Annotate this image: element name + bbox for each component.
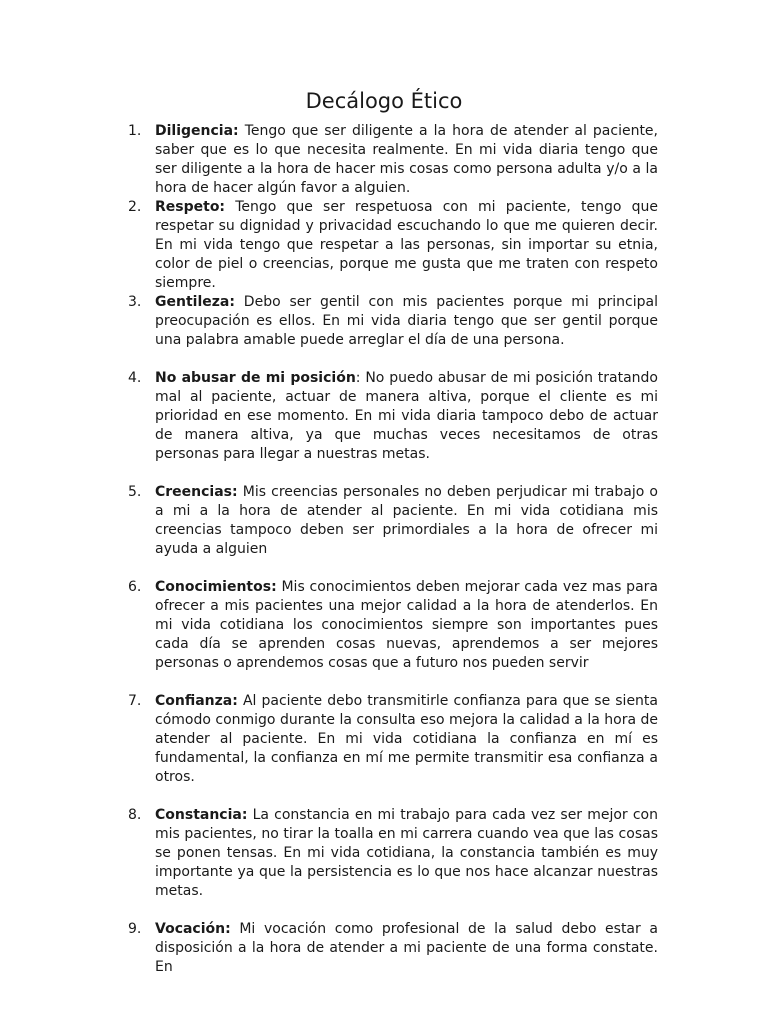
ethics-list	[128, 122, 658, 977]
item-number: 2.	[128, 199, 142, 215]
item-term: Conocimientos:	[155, 579, 277, 595]
list-item-creencias	[128, 483, 658, 559]
list-item-conocimientos	[128, 578, 658, 673]
item-term: No abusar de mi posición	[155, 370, 356, 386]
item-number: 4.	[128, 370, 142, 386]
list-item-vocacion	[128, 920, 658, 977]
item-text: Debo ser gentil con mis pacientes porque mi principal preocupación es ellos. En mi vida diaria tengo que ser gentil porque una palabra amable puede arreglar el día de una persona.	[155, 294, 658, 348]
item-number: 3.	[128, 294, 142, 310]
item-text: Mi vocación como profesional de la salud debo estar a disposición a la hora de atender a mi paciente de una forma constate. En	[155, 921, 658, 975]
item-term: Constancia:	[155, 807, 248, 823]
item-text: : No puedo abusar de mi posición tratando mal al paciente, actuar de manera altiva, porque el cliente es mi prioridad en ese momento. En mi vida diaria tampoco debo de actuar de manera altiva, ya que muchas veces necesitamos de otras personas para llegar a nuestras metas.	[155, 370, 658, 462]
item-term: Confianza:	[155, 693, 238, 709]
item-term: Vocación:	[155, 921, 231, 937]
item-text: Tengo que ser diligente a la hora de atender al paciente, saber que es lo que necesita realmente. En mi vida diaria tengo que ser diligente a la hora de hacer mis cosas como persona adulta y/o a la hora de hacer algún favor a alguien.	[155, 123, 658, 196]
item-number: 7.	[128, 693, 142, 709]
item-term: Creencias:	[155, 484, 238, 500]
item-number: 8.	[128, 807, 142, 823]
item-term: Respeto:	[155, 199, 226, 215]
item-number: 6.	[128, 579, 142, 595]
item-text: Mis creencias personales no deben perjudicar mi trabajo o a mi a la hora de atender al paciente. En mi vida cotidiana mis creencias tampoco deben ser primordiales a la hora de ofrecer mi ayuda a alguien	[155, 484, 658, 557]
item-number: 9.	[128, 921, 142, 937]
list-item-diligencia	[128, 122, 658, 198]
item-text: La constancia en mi trabajo para cada vez ser mejor con mis pacientes, no tirar la toalla en mi carrera cuando vea que las cosas se ponen tensas. En mi vida cotidiana, la constancia también es muy importante ya que la persistencia es lo que nos hace alcanzar nuestras metas.	[155, 807, 658, 899]
item-text: Tengo que ser respetuosa con mi paciente, tengo que respetar su dignidad y privacidad escuchando lo que me quieren decir. En mi vida tengo que respetar a las personas, sin importar su etnia, color de piel o creencias, porque me gusta que me traten con respeto siempre.	[155, 199, 658, 291]
list-item-gentileza	[128, 293, 658, 350]
list-item-constancia	[128, 806, 658, 901]
list-item-respeto	[128, 198, 658, 293]
list-item-confianza	[128, 692, 658, 787]
item-text: Al paciente debo transmitirle confianza para que se sienta cómodo conmigo durante la consulta eso mejora la calidad a la hora de atender al paciente. En mi vida cotidiana la confianza en mí es fundamental, la confianza en mí me permite transmitir esa confianza a otros.	[155, 693, 658, 785]
item-number: 5.	[128, 484, 142, 500]
item-term: Gentileza:	[155, 294, 235, 310]
document-title: Decálogo Ético	[305, 89, 463, 113]
item-number: 1.	[128, 123, 142, 139]
item-term: Diligencia:	[155, 123, 239, 139]
item-text: Mis conocimientos deben mejorar cada vez mas para ofrecer a mis pacientes una mejor calidad a la hora de atenderlos. En mi vida cotidiana los conocimientos siempre son importantes pues cada día se aprenden cosas nuevas, aprendemos a ser mejores personas o aprendemos cosas que a futuro nos pueden servir	[155, 579, 658, 671]
list-item-no-abusar	[128, 369, 658, 464]
